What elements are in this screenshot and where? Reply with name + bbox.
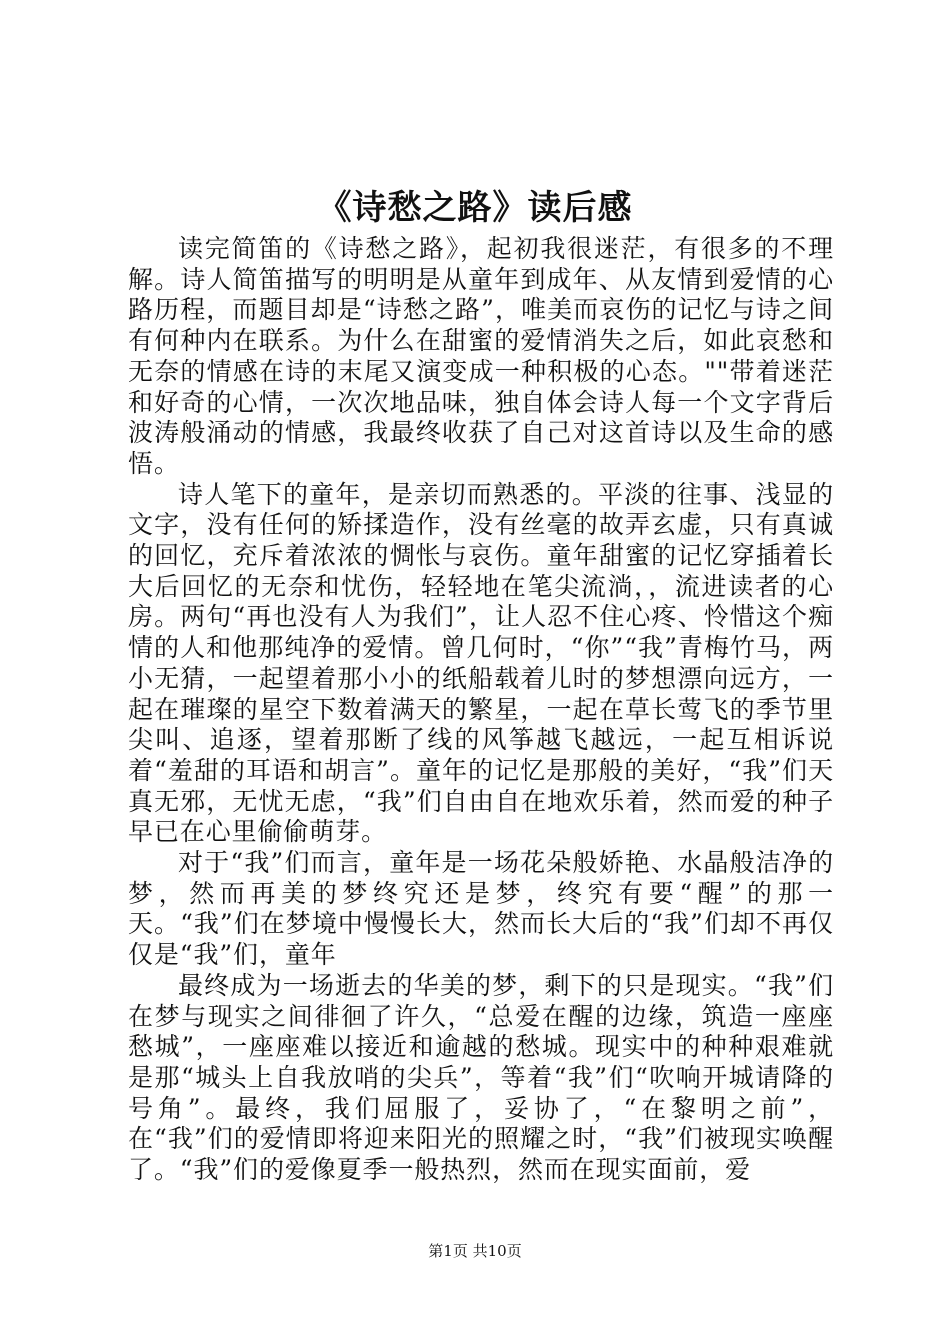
paragraph-3: 对于“我”们而言，童年是一场花朵般娇艳、水晶般洁净的梦，然而再美的梦终究还是梦，终究有要“醒”的那一天。“我”们在梦境中慢慢长大，然而长大后的“我”们却不再仅仅是“我”们，童年	[128, 848, 834, 970]
paragraph-2: 诗人笔下的童年，是亲切而熟悉的。平淡的往事、浅显的文字，没有任何的矫揉造作，没有丝毫的故弄玄虚，只有真诚的回忆，充斥着浓浓的惆怅与哀伤。童年甜蜜的记忆穿插着长大后回忆的无奈和忧伤，轻轻地在笔尖流淌，，流进读者的心房。两句“再也没有人为我们”，让人忍不住心疼、怜惜这个痴情的人和他那纯净的爱情。曾几何时，“你”“我”青梅竹马，两小无猜，一起望着那小小的纸船载着儿时的梦想漂向远方，一起在璀璨的星空下数着满天的繁星，一起在草长莺飞的季节里尖叫、追逐，望着那断了线的风筝越飞越远，一起互相诉说着“羞甜的耳语和胡言”。童年的记忆是那般的美好，“我”们天真无邪，无忧无虑，“我”们自由自在地欢乐着，然而爱的种子早已在心里偷偷萌芽。	[128, 479, 834, 847]
document-title: 《诗愁之路》读后感	[317, 188, 633, 228]
document-body	[128, 234, 834, 1186]
paragraph-1: 读完简笛的《诗愁之路》，起初我很迷茫，有很多的不理解。诗人简笛描写的明明是从童年到成年、从友情到爱情的心路历程，而题目却是“诗愁之路”，唯美而哀伤的记忆与诗之间有何种内在联系。为什么在甜蜜的爱情消失之后，如此哀愁和无奈的情感在诗的末尾又演变成一种积极的心态。""带着迷茫和好奇的心情，一次次地品味，独自体会诗人每一个文字背后波涛般涌动的情感，我最终收获了自己对这首诗以及生命的感悟。	[128, 234, 834, 478]
paragraph-4: 最终成为一场逝去的华美的梦，剩下的只是现实。“我”们在梦与现实之间徘徊了许久，“总爱在醒的边缘，筑造一座座愁城”，一座座难以接近和逾越的愁城。现实中的种种艰难就是那“城头上自我放哨的尖兵”，等着“我”们“吹响开城请降的号角”。最终，我们屈服了，妥协了，“在黎明之前”，在“我”们的爱情即将迎来阳光的照耀之时，“我”们被现实唤醒了。“我”们的爱像夏季一般热烈，然而在现实面前，爱	[128, 970, 834, 1185]
page-number-footer: 第1页 共10页	[428, 1242, 522, 1260]
